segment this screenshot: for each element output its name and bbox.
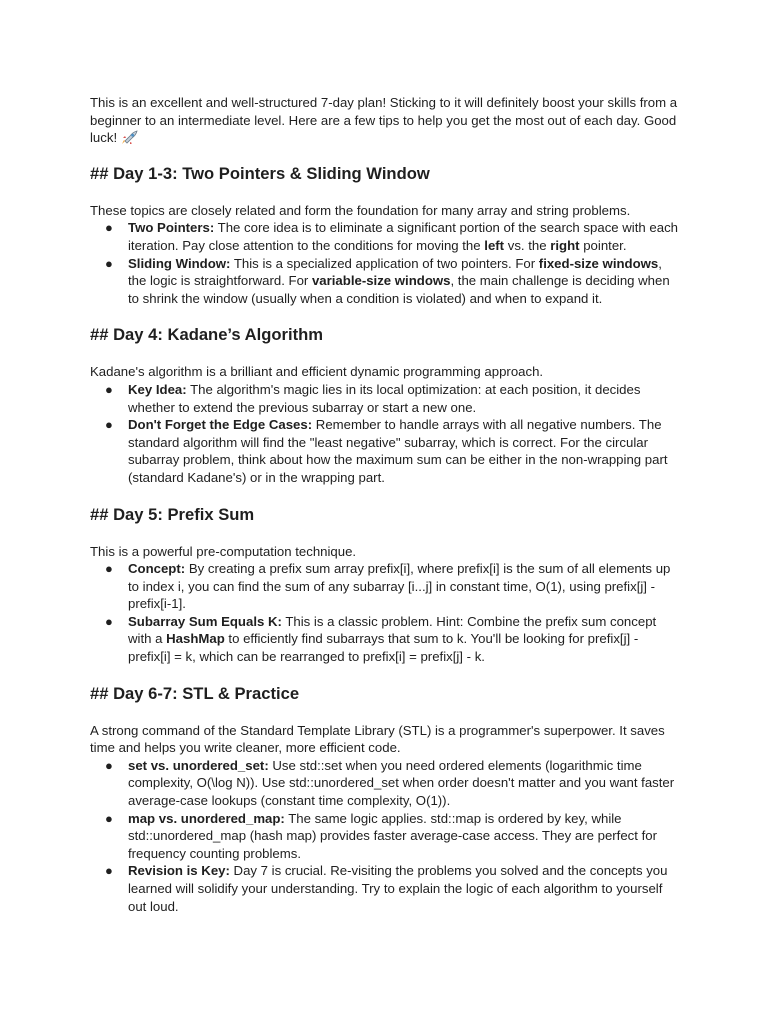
bullet-icon: ● bbox=[105, 757, 113, 773]
text: , the logic is straightforward. For bbox=[128, 255, 662, 289]
bullet-icon: ● bbox=[105, 220, 113, 236]
text: pointer. bbox=[579, 237, 627, 253]
section-heading: ## Day 4: Kadane’s Algorithm bbox=[90, 325, 323, 345]
text: , the main challenge is deciding when to shrink the window (usually when a condition is violated) and when to expand it. bbox=[128, 273, 670, 306]
bold-text: fixed-size windows bbox=[538, 255, 659, 271]
section bbox=[90, 325, 680, 486]
section bbox=[90, 505, 680, 666]
bullet-icon: ● bbox=[105, 381, 113, 397]
section-heading: ## Day 5: Prefix Sum bbox=[90, 504, 255, 524]
list-item bbox=[90, 560, 680, 613]
bold-text: right bbox=[550, 237, 580, 253]
text: Use std::set when you need ordered elements (logarithmic time complexity, O(\log N)). Use std::unordered_set when order doesn't matter and you want faster average-case lookups (constant time complexity, O(1)). bbox=[128, 757, 675, 809]
text: This is a specialized application of two pointers. For bbox=[230, 255, 539, 271]
bold-text: Key Idea: bbox=[128, 381, 187, 397]
bullet-list bbox=[90, 560, 680, 666]
bold-text: Two Pointers: bbox=[128, 220, 215, 236]
section-heading: ## Day 6-7: STL & Practice bbox=[90, 683, 300, 703]
text: The same logic applies. std::map is ordered by key, while std::unordered_map (hash map) provides faster average-case access. They are perfect for frequency counting problems. bbox=[128, 810, 657, 861]
text: Remember to handle arrays with all negative numbers. The standard algorithm will find the "least negative" subarray, which is correct. For the circular subarray problem, think about how the maximum sum can be either in the non-wrapping part (standard Kadane's) or in the wrapping part. bbox=[128, 417, 668, 485]
section bbox=[90, 684, 680, 916]
bold-text: Don't Forget the Edge Cases: bbox=[128, 417, 313, 433]
bullet-icon: ● bbox=[105, 863, 113, 879]
bullet-list bbox=[90, 219, 680, 307]
bullet-icon: ● bbox=[105, 255, 113, 271]
text: vs. the bbox=[504, 237, 551, 253]
text: to efficiently find subarrays that sum to k. You'll be looking for prefix[j] - prefix[i] = k, which can be rearranged to prefix[i] = prefix[j] - k. bbox=[128, 631, 639, 665]
bold-text: Subarray Sum Equals K: bbox=[128, 613, 282, 629]
bold-text: HashMap bbox=[166, 631, 225, 647]
sections-container bbox=[90, 164, 680, 915]
bullet-icon: ● bbox=[105, 417, 113, 433]
bullet-icon: ● bbox=[105, 613, 113, 629]
section-lead: This is a powerful pre-computation technique. bbox=[90, 543, 357, 559]
text: Day 7 is crucial. Re-visiting the problems you solved and the concepts you learned will solidify your understanding. Try to explain the logic of each algorithm to yourself out loud. bbox=[128, 863, 668, 914]
bold-text: map vs. unordered_map: bbox=[128, 810, 285, 826]
list-item bbox=[90, 381, 680, 416]
bold-text: variable-size windows bbox=[311, 273, 451, 289]
bullet-list bbox=[90, 757, 680, 915]
list-item bbox=[90, 416, 680, 486]
bullet-icon: ● bbox=[105, 561, 113, 577]
section-heading: ## Day 1-3: Two Pointers & Sliding Window bbox=[90, 163, 430, 183]
rocket-icon bbox=[121, 130, 139, 144]
text: This is a classic problem. Hint: Combine the prefix sum concept with a bbox=[128, 613, 657, 647]
section-lead: Kadane's algorithm is a brilliant and efficient dynamic programming approach. bbox=[90, 364, 544, 380]
section bbox=[90, 164, 680, 308]
bullet-icon: ● bbox=[105, 810, 113, 826]
text: By creating a prefix sum array prefix[i], where prefix[i] is the sum of all elements up to index i, you can find the sum of any subarray [i...j] in constant time, O(1), using prefix[j] - prefix[i-1]. bbox=[128, 561, 671, 612]
list-item bbox=[90, 810, 680, 863]
list-item bbox=[90, 219, 680, 254]
intro-text: This is an excellent and well-structured 7-day plan! Sticking to it will definitely boost your skills from a beginner to an intermediate level. Here are a few tips to help you get the most out of each day. Good luck! bbox=[90, 95, 678, 146]
list-item bbox=[90, 613, 680, 666]
section-lead: These topics are closely related and form the foundation for many array and string problems. bbox=[90, 202, 631, 218]
bullet-list bbox=[90, 381, 680, 487]
intro-paragraph bbox=[90, 94, 680, 147]
bold-text: Revision is Key: bbox=[128, 863, 230, 879]
bold-text: Sliding Window: bbox=[128, 255, 231, 271]
bold-text: Concept: bbox=[128, 561, 186, 577]
bold-text: left bbox=[484, 237, 505, 253]
list-item bbox=[90, 255, 680, 308]
section-lead: A strong command of the Standard Template Library (STL) is a programmer's superpower. It saves time and helps you write cleaner, more efficient code. bbox=[90, 722, 665, 756]
text: The algorithm's magic lies in its local optimization: at each position, it decides whether to extend the previous subarray or start a new one. bbox=[128, 381, 641, 415]
list-item bbox=[90, 862, 680, 915]
text: The core idea is to eliminate a significant portion of the search space with each iteration. Pay close attention to the conditions for moving the bbox=[128, 220, 678, 253]
bold-text: set vs. unordered_set: bbox=[128, 757, 269, 773]
list-item bbox=[90, 757, 680, 810]
